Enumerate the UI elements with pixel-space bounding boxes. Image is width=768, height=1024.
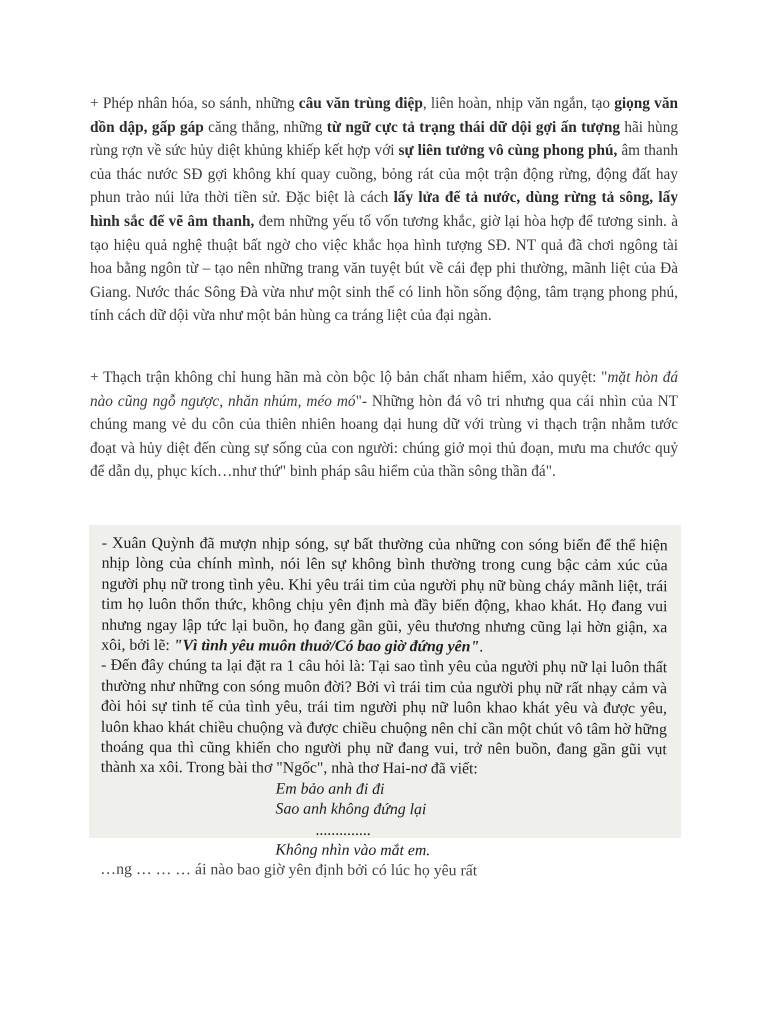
poem-quote: "Vì tình yêu muôn thuở/Có bao giờ đứng yên" xyxy=(173,637,480,656)
text-run: "- Những hòn đá vô tri nhưng qua cái nhìn của NT chúng mang vẻ du côn của thiên nhiên hoang dại hung dữ với trùng vi thạch trận nhằm tước đoạt và hủy diệt đến cùng sự sống của con người: chúng giở mọi thủ đoạn, mưu ma chước quỷ để dẫn dụ, phục kích…như thứ" binh pháp sâu hiểm của thần sông thần đá". xyxy=(90,392,678,481)
text-run: . xyxy=(479,638,484,656)
italic-quote: mặt hòn đá nào cũng ngỗ ngược, nhăn nhúm, méo mó xyxy=(90,369,678,410)
scanned-text xyxy=(100,534,668,883)
poem-line: Sao anh không đứng lại xyxy=(275,800,427,819)
paragraph-thach-tran xyxy=(90,366,678,484)
poem-ellipsis: .............. xyxy=(315,821,371,839)
text-run: hãi hùng rùng rợn về sức hủy diệt khủng khiếp kết hợp với xyxy=(90,118,678,160)
text-run: + Phép nhân hóa, so sánh, những xyxy=(90,95,299,112)
cut-off-line: …ng … … … ái nào bao giờ yên định bởi có lúc họ yêu rất xyxy=(100,861,478,880)
bold-phrase: từ ngữ cực tả trạng thái dữ dội gợi ấn tượng xyxy=(326,118,621,136)
poem-excerpt xyxy=(275,779,666,862)
bold-phrase: sự liên tưởng vô cùng phong phú, xyxy=(398,142,618,160)
text-run: - Xuân Quỳnh đã mượn nhịp sóng, sự bất thường của những con sóng biển để thể hiện nhịp lòng của chính mình, nói lên sự không bình thường trong cung bậc cảm xúc của người phụ nữ trong tình yêu. Khi yêu trái tim của người phụ nữ bùng cháy mãnh liệt, trái tim họ luôn thổn thức, không chịu yên định mà đầy biến động, khao khát. Họ đang vui nhưng ngay lập tức lại buồn, họ đang gần gũi, yêu thương nhưng cũng lại hờn giận, xa xôi, bởi lẽ: xyxy=(101,534,668,655)
text-run: âm thanh của thác nước SĐ gợi không khí quay cuồng, bỏng rát của một trận động rừng, động đất hay phun trào núi lửa thời tiền sử. Đặc biệt là cách xyxy=(90,142,678,207)
scan-paragraph-1 xyxy=(101,534,668,659)
bold-phrase: giọng văn dồn dập, gấp gáp xyxy=(90,95,678,136)
scan-paragraph-2 xyxy=(101,656,668,781)
text-run: căng thẳng, những xyxy=(203,118,327,136)
text-run: đem những yếu tố vốn tương khắc, giờ lại hòa hợp để tương sinh. à tạo hiệu quả nghệ thuật bất ngờ cho việc khắc họa hình tượng SĐ. NT quả đã chơi ngông tài hoa bằng ngôn từ – tạo nên những trang văn tuyệt bút về cái đẹp phi thường, mãnh liệt của Đà Giang. Nước thác Sông Đà vừa như một sinh thể có linh hồn sống động, tâm trạng phong phú, tính cách dữ dội vừa như một bản hùng ca tráng liệt của đại ngàn. xyxy=(90,212,678,325)
text-run: , liên hoàn, nhịp văn ngắn, tạo xyxy=(422,95,615,112)
text-run: + Thạch trận không chỉ hung hãn mà còn bộc lộ bản chất nham hiểm, xảo quyệt: " xyxy=(90,369,608,386)
poem-line: Không nhìn vào mắt em. xyxy=(275,841,431,860)
bold-phrase: lấy lửa để tả nước, dùng rừng tả sông, lấy hình sắc để vẽ âm thanh, xyxy=(90,189,678,230)
poem-line: Em bảo anh đi đi xyxy=(275,780,385,798)
text-run: - Đến đây chúng ta lại đặt ra 1 câu hỏi là: Tại sao tình yêu của người phụ nữ lại luôn thất thường như những con sóng muôn đời? Bởi vì trái tim của người phụ nữ rất nhạy cảm và đòi hỏi sự tinh tế của tình yêu, trái tim người phụ nữ luôn khao khát yêu và được yêu, luôn khao khát chiều chuộng và được chiều chuộng nên chỉ cần một chút vô tâm hờ hững thoáng qua thì cũng khiến cho người phụ nữ đang vui, trở nên buồn, đang gần gũi vụt thành xa xôi. Trong bài thơ "Ngốc", nhà thơ Hai-nơ đã viết: xyxy=(100,657,668,778)
paragraph-art-analysis xyxy=(90,92,678,328)
bold-phrase: câu văn trùng điệp xyxy=(298,95,423,112)
scanned-page-image xyxy=(89,525,681,880)
